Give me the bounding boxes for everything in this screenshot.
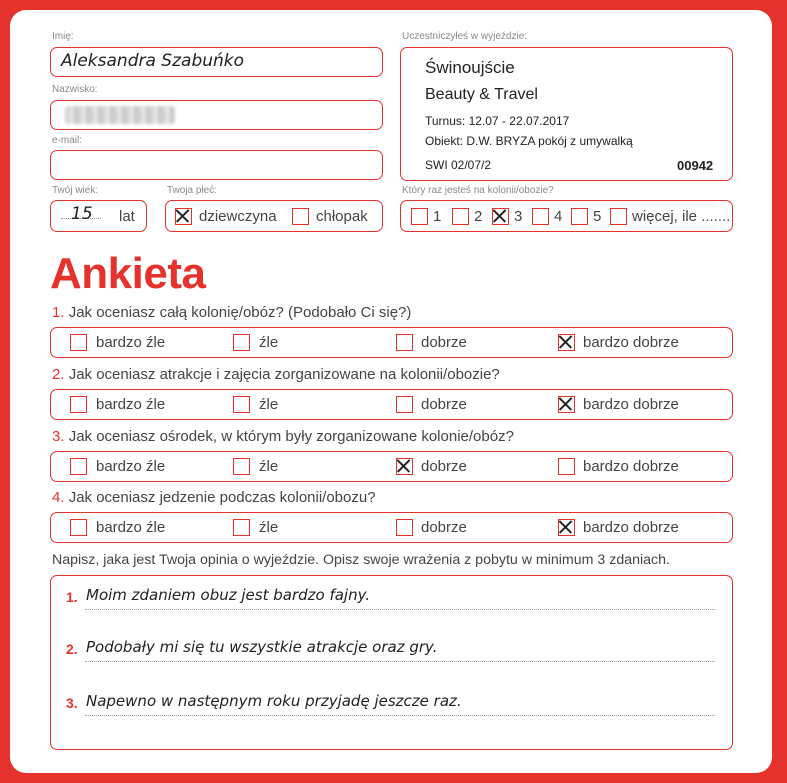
opinion-line-1-rule (85, 609, 715, 610)
q3-very-good-checkbox[interactable] (558, 458, 575, 475)
question-2-text: Jak oceniasz atrakcje i zajęcia zorganizowane na kolonii/obozie? (68, 366, 500, 383)
stamp-agency: Beauty & Travel (425, 86, 538, 103)
q3-very-good-label: bardzo dobrze (583, 458, 679, 475)
stamp-number: 00942 (677, 158, 714, 173)
times-1-label: 1 (433, 208, 442, 225)
q4-good-checkbox[interactable] (396, 519, 413, 536)
gender-label: Twoja płeć: (167, 185, 218, 196)
times-3-checkbox[interactable] (492, 208, 509, 225)
opinion-prompt: Napisz, jaka jest Twoja opinia o wyjeździe. Opisz swoje wrażenia z pobytu w minimum 3 zdaniach. (52, 552, 670, 568)
q1-good-checkbox[interactable] (396, 334, 413, 351)
gender-female-label: dziewczyna (199, 208, 277, 225)
q2-very-bad-label: bardzo źle (96, 396, 166, 413)
opinion-line-2-number: 2. (66, 641, 78, 657)
opinion-line-3-rule (85, 715, 715, 716)
opinion-line-1-text: Moim zdaniem obuz jest bardzo fajny. (86, 586, 371, 604)
age-unit: lat (119, 208, 135, 225)
q3-bad-checkbox[interactable] (233, 458, 250, 475)
times-4-checkbox[interactable] (532, 208, 549, 225)
q1-good-label: dobrze (421, 334, 467, 351)
participated-label: Uczestniczyłeś w wyjeździe: (402, 31, 528, 42)
times-5-checkbox[interactable] (571, 208, 588, 225)
q1-very-bad-checkbox[interactable] (70, 334, 87, 351)
q1-very-good-checkbox[interactable] (558, 334, 575, 351)
q1-bad-checkbox[interactable] (233, 334, 250, 351)
q1-very-good-label: bardzo dobrze (583, 334, 679, 351)
age-label: Twój wiek: (52, 185, 99, 196)
q1-bad-label: źle (259, 334, 279, 351)
gender-male-label: chłopak (316, 208, 368, 225)
q4-very-bad-checkbox[interactable] (70, 519, 87, 536)
survey-title: Ankieta (50, 249, 206, 298)
last-name-redacted (65, 106, 175, 124)
q3-good-label: dobrze (421, 458, 467, 475)
q2-good-checkbox[interactable] (396, 396, 413, 413)
question-1-text: Jak oceniasz całą kolonię/obóz? (Podobało Ci się?) (68, 304, 412, 321)
q2-very-good-checkbox[interactable] (558, 396, 575, 413)
email-label: e-mail: (52, 135, 83, 146)
times-1-checkbox[interactable] (411, 208, 428, 225)
first-name-value: Aleksandra Szabuńko (61, 51, 245, 71)
question-4-text: Jak oceniasz jedzenie podczas kolonii/obozu? (68, 489, 376, 506)
q2-bad-checkbox[interactable] (233, 396, 250, 413)
q1-very-bad-label: bardzo źle (96, 334, 166, 351)
last-name-label: Nazwisko: (52, 84, 98, 95)
question-3-text: Jak oceniasz ośrodek, w którym były zorganizowane kolonie/obóz? (68, 428, 514, 445)
age-value: 15 (71, 204, 93, 224)
times-field (400, 200, 733, 232)
gender-field (165, 200, 383, 232)
question-2 (52, 366, 500, 383)
first-name-field[interactable] (50, 47, 383, 77)
question-4 (52, 489, 376, 506)
opinion-line-3-text: Napewno w następnym roku przyjadę jeszcze raz. (86, 692, 462, 710)
times-4-label: 4 (554, 208, 563, 225)
q4-very-bad-label: bardzo źle (96, 519, 166, 536)
times-2-checkbox[interactable] (452, 208, 469, 225)
trip-field (400, 47, 733, 181)
q3-good-checkbox[interactable] (396, 458, 413, 475)
stamp-turnus: Turnus: 12.07 - 22.07.2017 (425, 114, 570, 128)
times-2-label: 2 (474, 208, 483, 225)
q4-good-label: dobrze (421, 519, 467, 536)
stamp-city: Świnoujście (425, 58, 515, 77)
question-3-options (50, 451, 733, 482)
q2-bad-label: źle (259, 396, 279, 413)
gender-male-checkbox[interactable] (292, 208, 309, 225)
opinion-box[interactable] (50, 575, 733, 750)
q2-very-bad-checkbox[interactable] (70, 396, 87, 413)
question-3 (52, 428, 514, 445)
q3-bad-label: źle (259, 458, 279, 475)
q3-very-bad-label: bardzo źle (96, 458, 166, 475)
q4-very-good-label: bardzo dobrze (583, 519, 679, 536)
q2-very-good-label: bardzo dobrze (583, 396, 679, 413)
q4-bad-label: źle (259, 519, 279, 536)
q3-very-bad-checkbox[interactable] (70, 458, 87, 475)
question-3-number: 3. (52, 428, 65, 445)
times-more-label: więcej, ile ....... (632, 208, 731, 225)
times-more-checkbox[interactable] (610, 208, 627, 225)
opinion-line-1-number: 1. (66, 589, 78, 605)
stamp-code: SWI 02/07/2 (425, 158, 492, 172)
age-field[interactable] (50, 200, 147, 232)
opinion-line-2-text: Podobały mi się tu wszystkie atrakcje oraz gry. (86, 638, 438, 656)
opinion-line-2-rule (85, 661, 715, 662)
times-5-label: 5 (593, 208, 602, 225)
email-field[interactable] (50, 150, 383, 180)
first-name-label: Imię: (52, 31, 74, 42)
q4-bad-checkbox[interactable] (233, 519, 250, 536)
stamp-obiekt: Obiekt: D.W. BRYZA pokój z umywalką (425, 134, 633, 148)
question-1 (52, 304, 411, 321)
times-3-label: 3 (514, 208, 523, 225)
opinion-line-3-number: 3. (66, 695, 78, 711)
question-2-number: 2. (52, 366, 65, 383)
times-label: Który raz jesteś na kolonii/obozie? (402, 185, 554, 196)
gender-female-checkbox[interactable] (175, 208, 192, 225)
question-1-options (50, 327, 733, 358)
question-2-options (50, 389, 733, 420)
question-1-number: 1. (52, 304, 65, 321)
q4-very-good-checkbox[interactable] (558, 519, 575, 536)
question-4-number: 4. (52, 489, 65, 506)
q2-good-label: dobrze (421, 396, 467, 413)
last-name-field[interactable] (50, 100, 383, 130)
question-4-options (50, 512, 733, 543)
